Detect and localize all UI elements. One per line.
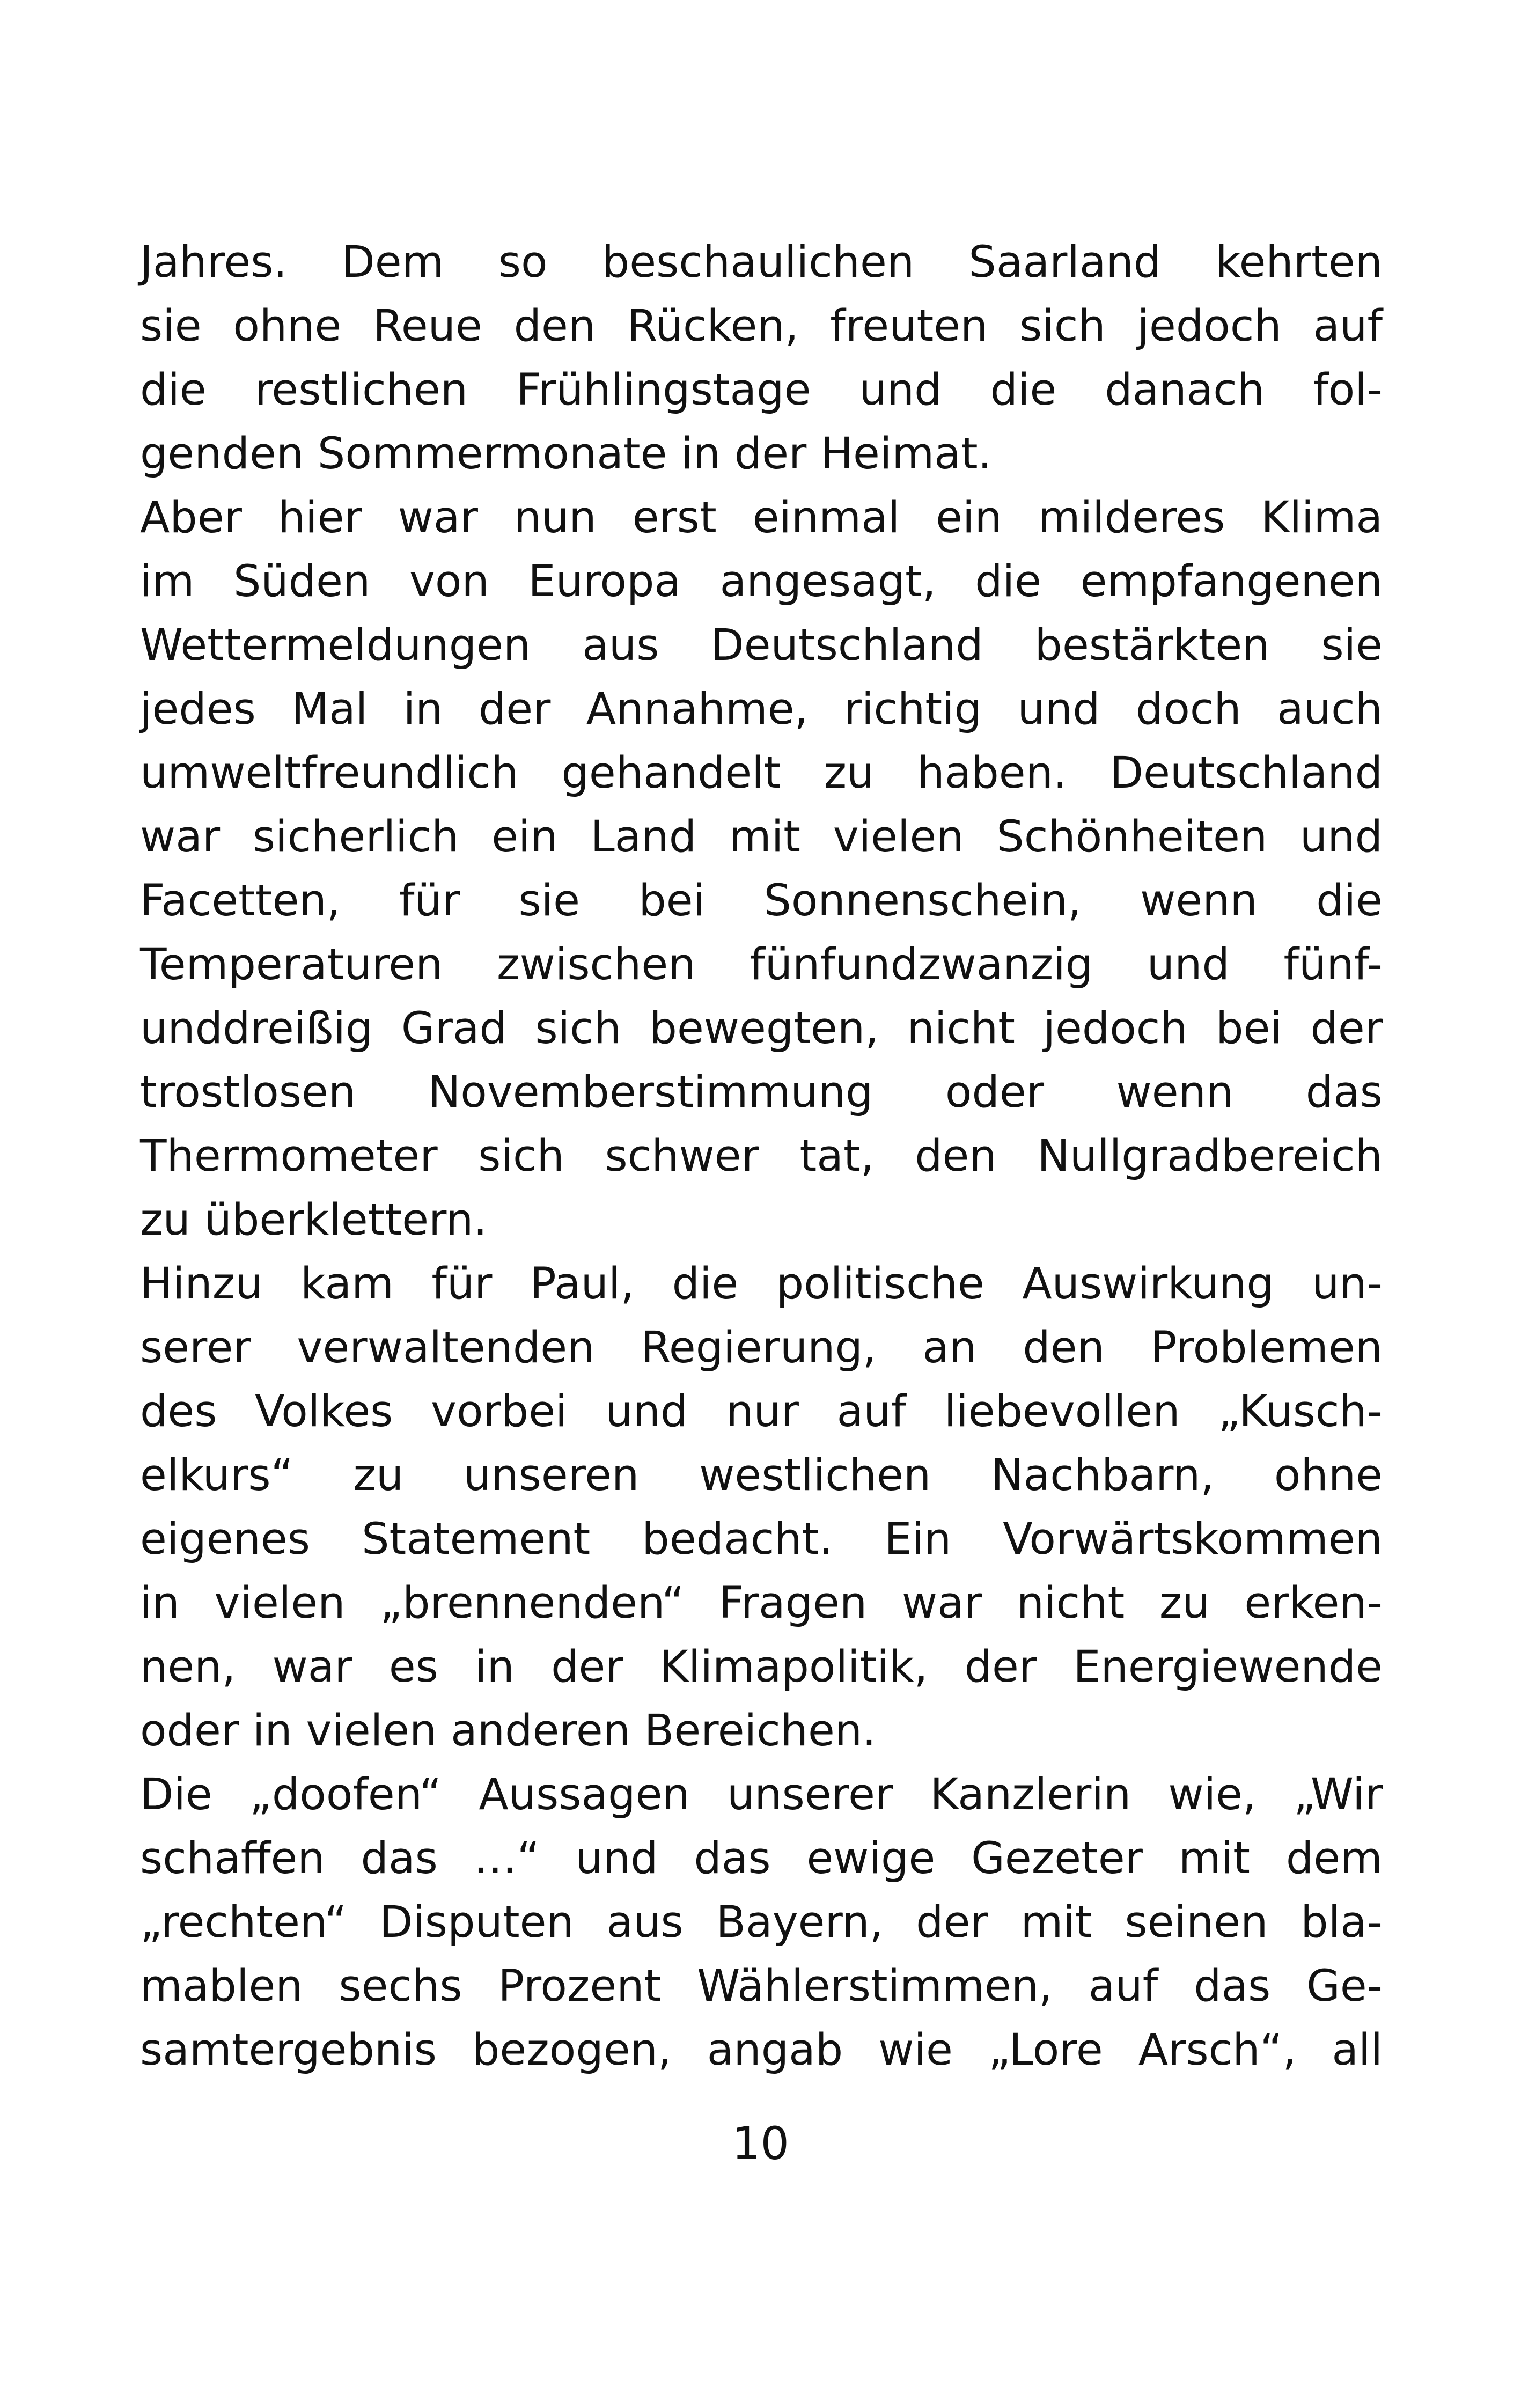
paragraph (140, 1252, 1383, 1763)
text-line: mablen sechs Prozent Wählerstimmen, auf das Ge- (140, 1961, 1383, 2011)
text-line: Temperaturen zwischen fünfundzwanzig und fünf- (140, 939, 1383, 990)
text-line: „rechten“ Disputen aus Bayern, der mit seinen bla- (140, 1897, 1383, 1948)
text-line: zu überklettern. (140, 1195, 488, 1245)
page-number: 10 (732, 2117, 789, 2170)
text-line: in vielen „brennenden“ Fragen war nicht zu erken- (140, 1578, 1383, 1628)
text-line: jedes Mal in der Annahme, richtig und doch auch (140, 684, 1383, 735)
paragraph (140, 231, 1383, 486)
text-line: eigenes Statement bedacht. Ein Vorwärtskommen (140, 1514, 1383, 1565)
text-line: Hinzu kam für Paul, die politische Auswirkung un- (140, 1259, 1383, 1309)
text-line: umweltfreundlich gehandelt zu haben. Deutschland (140, 748, 1383, 798)
text-line: genden Sommermonate in der Heimat. (140, 429, 992, 479)
text-line: elkurs“ zu unseren westlichen Nachbarn, ohne (140, 1450, 1383, 1501)
text-line: Jahres. Dem so beschaulichen Saarland kehrten (140, 237, 1383, 288)
text-line: samtergebnis bezogen, angab wie „Lore Arsch“, all (140, 2025, 1383, 2075)
paragraph (140, 1763, 1383, 2082)
text-line: trostlosen Novemberstimmung oder wenn das (140, 1067, 1383, 1118)
paragraph (140, 486, 1383, 1252)
text-line: nen, war es in der Klimapolitik, der Energiewende (140, 1642, 1383, 1692)
text-line: Facetten, für sie bei Sonnenschein, wenn die (140, 876, 1383, 926)
text-line: sie ohne Reue den Rücken, freuten sich jedoch auf (140, 301, 1383, 351)
body-text (140, 231, 1383, 2082)
text-line: war sicherlich ein Land mit vielen Schönheiten und (140, 812, 1383, 862)
text-line: die restlichen Frühlingstage und die danach fol- (140, 365, 1383, 415)
text-line: unddreißig Grad sich bewegten, nicht jedoch bei der (140, 1003, 1383, 1054)
text-line: im Süden von Europa angesagt, die empfangenen (140, 556, 1383, 607)
text-line: Aber hier war nun erst einmal ein milderes Klima (140, 493, 1383, 543)
text-line: des Volkes vorbei und nur auf liebevollen „Kusch- (140, 1386, 1383, 1437)
text-line: Wettermeldungen aus Deutschland bestärkten sie (140, 620, 1383, 671)
text-line: oder in vielen anderen Bereichen. (140, 1706, 876, 1756)
text-line: serer verwaltenden Regierung, an den Problemen (140, 1323, 1383, 1373)
text-line: Die „doofen“ Aussagen unserer Kanzlerin wie, „Wir (140, 1770, 1383, 1820)
text-line: schaffen das …“ und das ewige Gezeter mit dem (140, 1833, 1383, 1884)
text-line: Thermometer sich schwer tat, den Nullgradbereich (140, 1131, 1383, 1181)
